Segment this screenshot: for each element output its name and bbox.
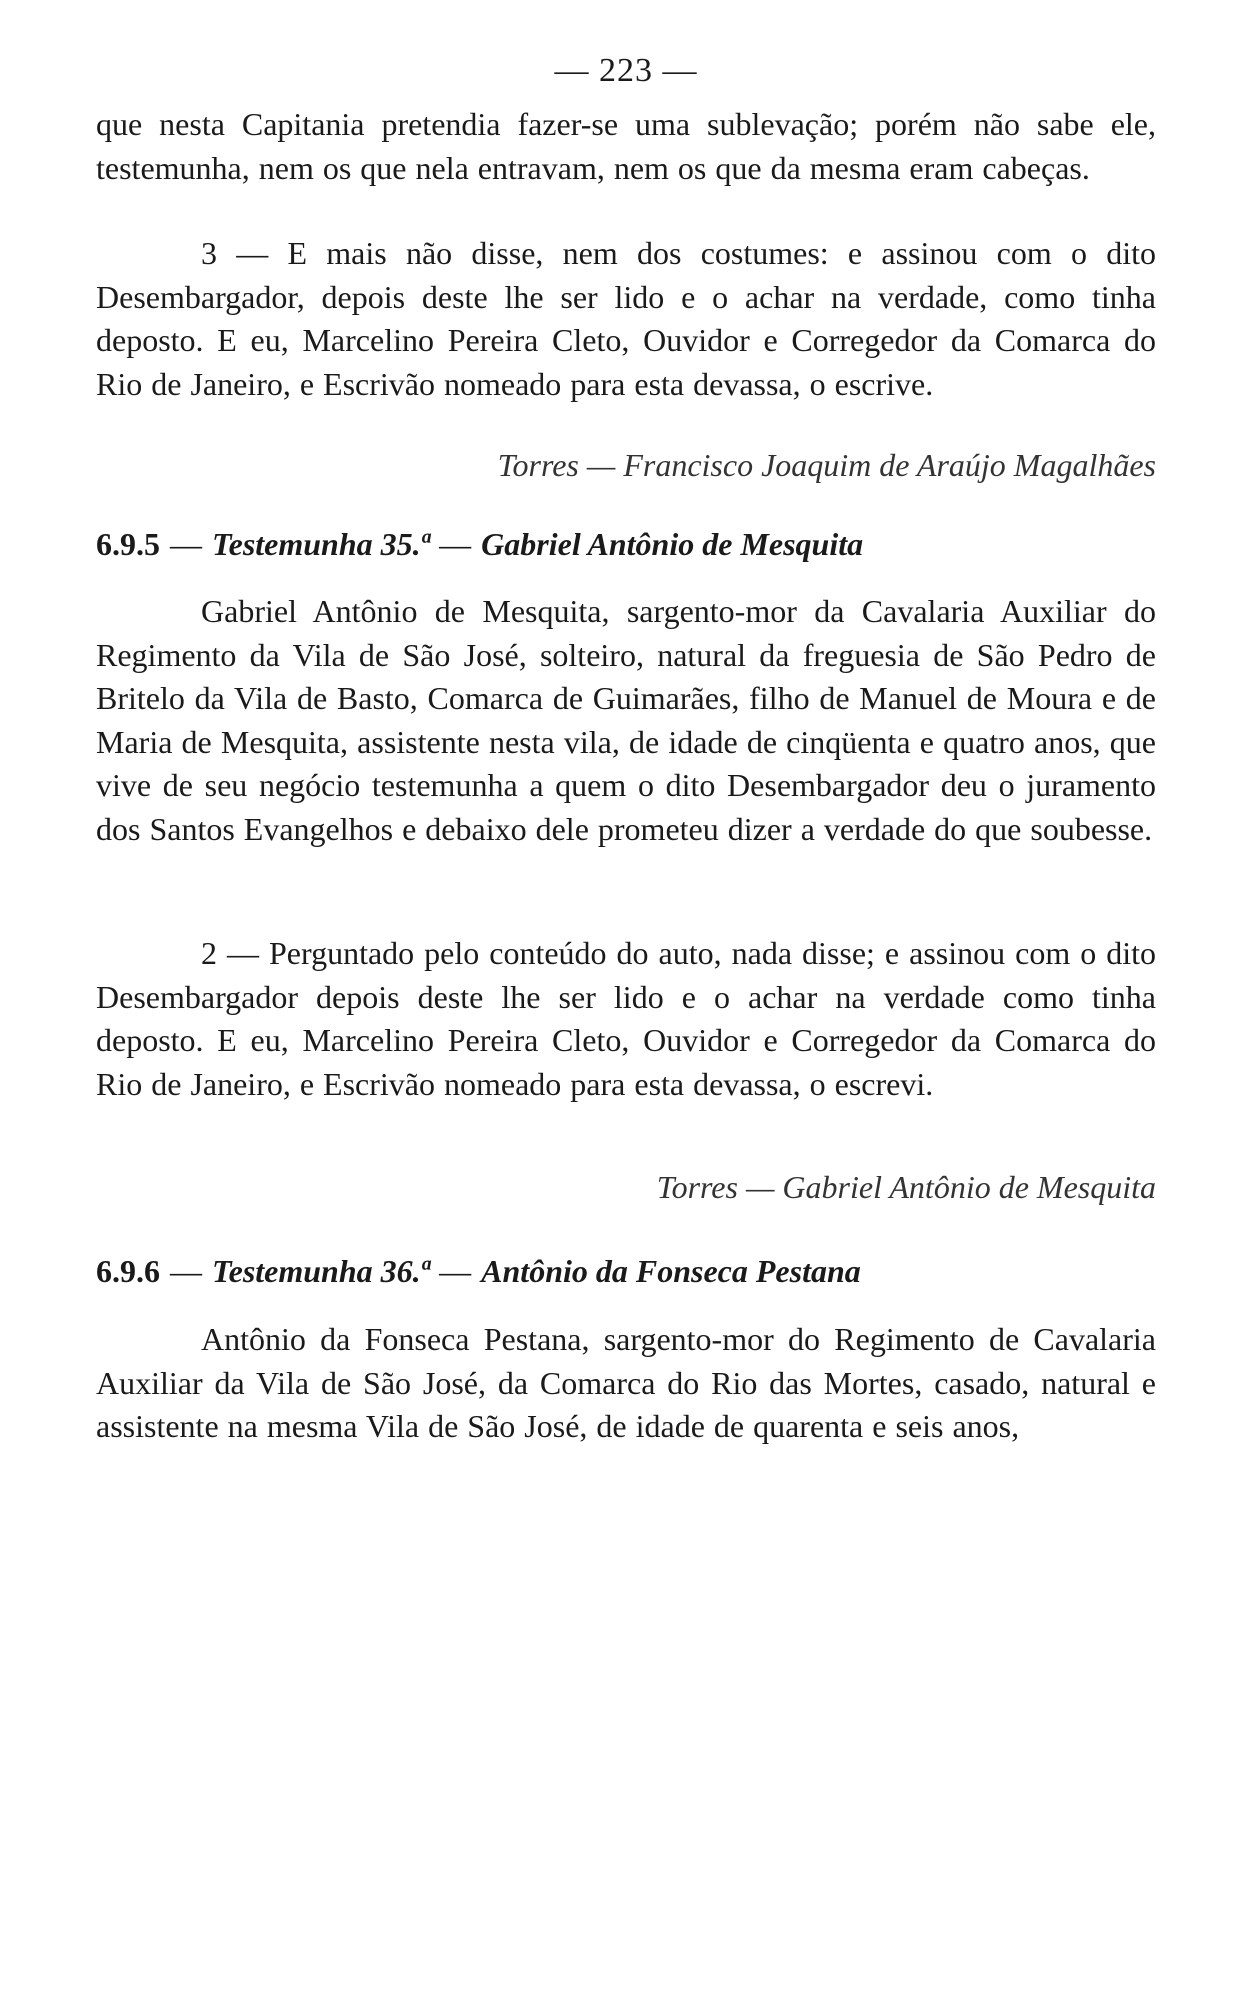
- dash-separator: —: [439, 1253, 472, 1289]
- section-heading-695: [96, 524, 1156, 564]
- paragraph-text: Gabriel Antônio de Mesquita, sargento-mor da Cavalaria Auxiliar do Regimento da Vila de São José, solteiro, natural da freguesia de São Pedro de Britelo da Vila de Basto, Comarca de Guimarães, filho de Manuel de Moura e de Maria de Mesquita, assistente nesta vila, de idade de cinqüenta e quatro anos, que vive de seu negócio testemunha a quem o dito Desembargador deu o juramento dos Santos Evangelhos e debaixo dele prometeu dizer a verdade do que soubesse.: [96, 593, 1156, 847]
- section-heading-696: [96, 1251, 1156, 1291]
- paragraph-continuation: [96, 103, 1156, 190]
- witness-name: Antônio da Fonseca Pestana: [481, 1253, 861, 1289]
- paragraph-text: que nesta Capitania pretendia fazer-se uma sublevação; porém não sabe ele, testemunha, nem os que nela entravam, nem os que da mesma eram cabeças.: [96, 106, 1156, 186]
- paragraph-witness-36: [96, 1318, 1156, 1449]
- section-number: 6.9.6: [96, 1253, 160, 1289]
- dash-separator: —: [170, 1253, 202, 1289]
- signature-line-1: Torres — Francisco Joaquim de Araújo Magalhães: [497, 447, 1156, 483]
- paragraph-closing-2: [96, 932, 1156, 1106]
- dash-separator: —: [439, 526, 472, 562]
- paragraph-text: Antônio da Fonseca Pestana, sargento-mor do Regimento de Cavalaria Auxiliar da Vila de São José, da Comarca do Rio das Mortes, casado, natural e assistente na mesma Vila de São José, de idade de quarenta e seis anos,: [96, 1321, 1156, 1444]
- page-number: — 223 —: [554, 52, 698, 89]
- witness-number: Testemunha 36.ª: [212, 1253, 430, 1289]
- witness-name: Gabriel Antônio de Mesquita: [481, 526, 864, 562]
- paragraph-closing-1: [96, 232, 1156, 406]
- section-number: 6.9.5: [96, 526, 160, 562]
- paragraph-text: 2 — Perguntado pelo conteúdo do auto, nada disse; e assinou com o dito Desembargador depois deste lhe ser lido e o achar na verdade como tinha deposto. E eu, Marcelino Pereira Cleto, Ouvidor e Corregedor da Comarca do Rio de Janeiro, e Escrivão nomeado para esta devassa, o escrevi.: [96, 935, 1156, 1102]
- dash-separator: —: [170, 526, 202, 562]
- paragraph-witness-35: [96, 590, 1156, 851]
- signature-line-2: Torres — Gabriel Antônio de Mesquita: [656, 1169, 1156, 1205]
- paragraph-text: 3 — E mais não disse, nem dos costumes: e assinou com o dito Desembargador, depois deste lhe ser lido e o achar na verdade, como tinha deposto. E eu, Marcelino Pereira Cleto, Ouvidor e Corregedor da Comarca do Rio de Janeiro, e Escrivão nomeado para esta devassa, o escrive.: [96, 235, 1156, 402]
- witness-number: Testemunha 35.ª: [212, 526, 430, 562]
